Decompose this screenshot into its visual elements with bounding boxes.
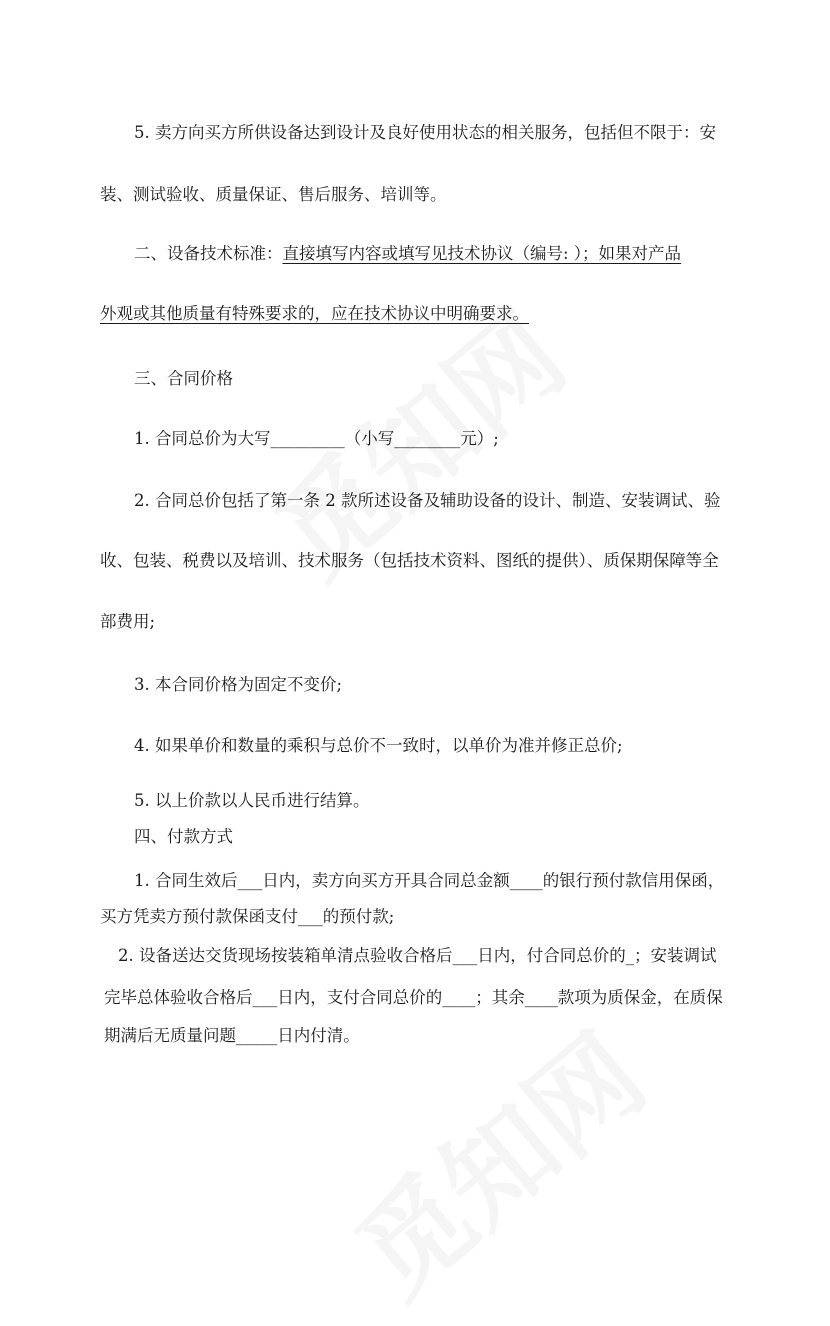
paragraph-line: 3. 本合同价格为固定不变价; (134, 675, 343, 694)
section-heading: 四、付款方式 (134, 827, 233, 846)
paragraph-line (134, 243, 681, 265)
paragraph-line: 5. 卖方向买方所供设备达到设计及良好使用状态的相关服务，包括但不限于：安 (134, 123, 716, 142)
section-heading: 二、设备技术标准： (134, 244, 283, 263)
section-heading: 三、合同价格 (134, 369, 233, 388)
paragraph-line: 2. 合同总价包括了第一条 2 款所述设备及辅助设备的设计、制造、安装调试、验 (134, 491, 721, 510)
underlined-text: 直接填写内容或填写见技术协议（编号: ）；如果对产品 (282, 244, 682, 263)
paragraph-line: 收、包装、税费以及培训、技术服务（包括技术资料、图纸的提供）、质保期保障等全 (100, 551, 719, 570)
paragraph-line: 5. 以上价款以人民币进行结算。 (134, 791, 370, 810)
paragraph-line: 外观或其他质量有特殊要求的，应在技术协议中明确要求。 (100, 304, 529, 323)
paragraph-line: 1. 合同生效后___日内，卖方向买方开具合同总金额____的银行预付款信用保函， (134, 871, 725, 890)
paragraph-line: 2. 设备送达交货现场按装箱单清点验收合格后___日内，付合同总价的_；安装调试 (118, 946, 717, 965)
watermark (318, 992, 672, 1325)
paragraph-line: 完毕总体验收合格后___日内，支付合同总价的____；其余____款项为质保金，在质保 (104, 988, 723, 1007)
paragraph-line: 1. 合同总价为大写_________（小写________元）; (134, 429, 499, 448)
paragraph-line: 4. 如果单价和数量的乘积与总价不一致时，以单价为准并修正总价; (134, 736, 623, 755)
paragraph-line: 部费用; (100, 612, 156, 631)
paragraph-line: 期满后无质量问题_____日内付清。 (104, 1026, 360, 1045)
paragraph-line: 装、测试验收、质量保证、售后服务、培训等。 (100, 185, 447, 204)
paragraph-line: 买方凭卖方预付款保函支付___的预付款; (100, 907, 395, 926)
